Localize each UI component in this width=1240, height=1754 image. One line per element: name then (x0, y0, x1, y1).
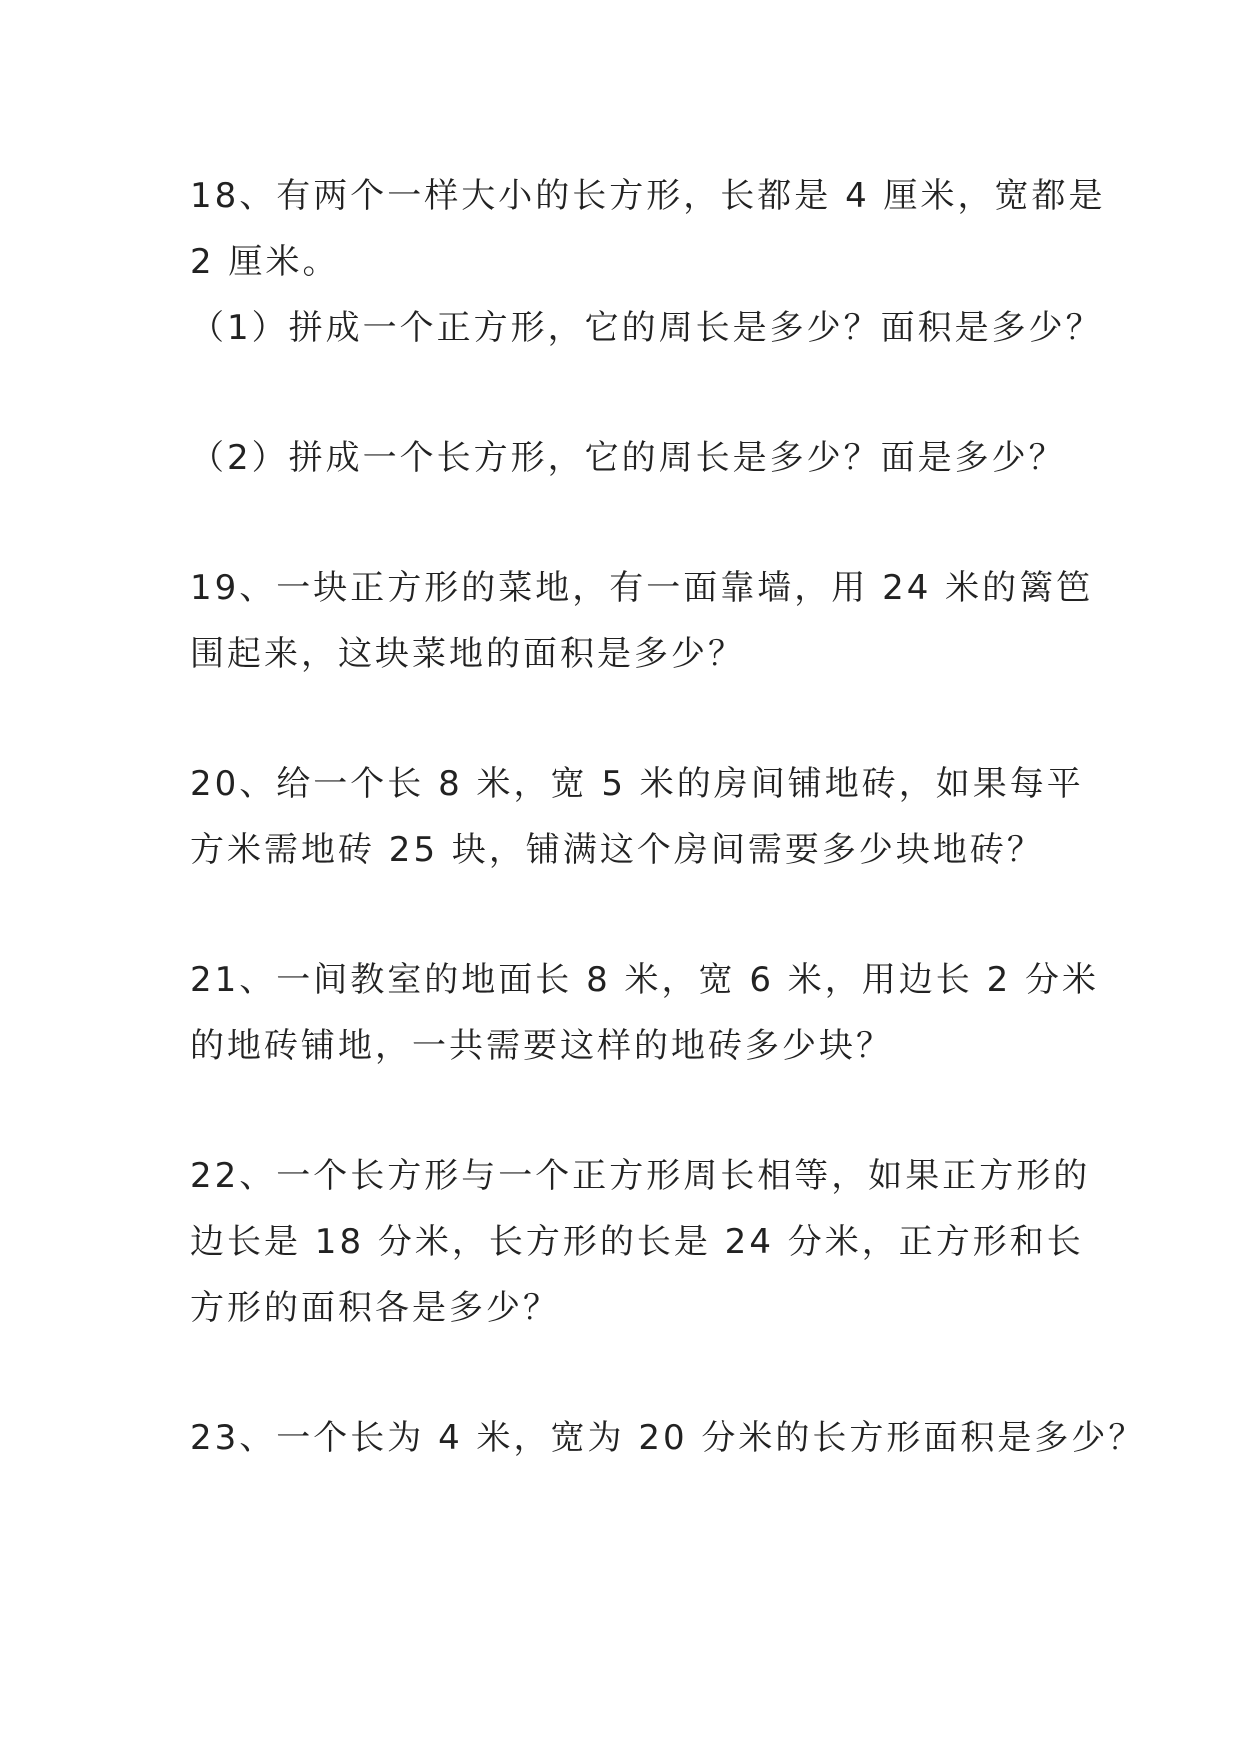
problem-22-line-1: 22、一个长方形与一个正方形周长相等，如果正方形的 (190, 1156, 1091, 1196)
problem-20-line-1: 20、给一个长 8 米，宽 5 米的房间铺地砖，如果每平 (190, 764, 1084, 804)
problem-18-sub-question-1: （1）拼成一个正方形，它的周长是多少？面积是多少？ (190, 308, 1103, 348)
problem-23-line-1: 23、一个长为 4 米，宽为 20 分米的长方形面积是多少？ (190, 1418, 1146, 1458)
problem-18-line-1: 18、有两个一样大小的长方形，长都是 4 厘米，宽都是 (190, 176, 1106, 216)
problem-20-line-2: 方米需地砖 25 块，铺满这个房间需要多少块地砖？ (190, 830, 1044, 870)
problem-19-line-1: 19、一块正方形的菜地，有一面靠墙，用 24 米的篱笆 (190, 568, 1094, 608)
problem-21-line-2: 的地砖铺地，一共需要这样的地砖多少块？ (190, 1026, 893, 1066)
problem-18-sub-question-2: （2）拼成一个长方形，它的周长是多少？面是多少？ (190, 438, 1066, 478)
problem-22-line-2: 边长是 18 分米，长方形的长是 24 分米，正方形和长 (190, 1222, 1084, 1262)
problem-22-line-3: 方形的面积各是多少？ (190, 1288, 560, 1328)
problem-21-line-1: 21、一间教室的地面长 8 米，宽 6 米，用边长 2 分米 (190, 960, 1100, 1000)
problem-19-line-2: 围起来，这块菜地的面积是多少？ (190, 634, 745, 674)
problem-18-line-2: 2 厘米。 (190, 242, 340, 282)
